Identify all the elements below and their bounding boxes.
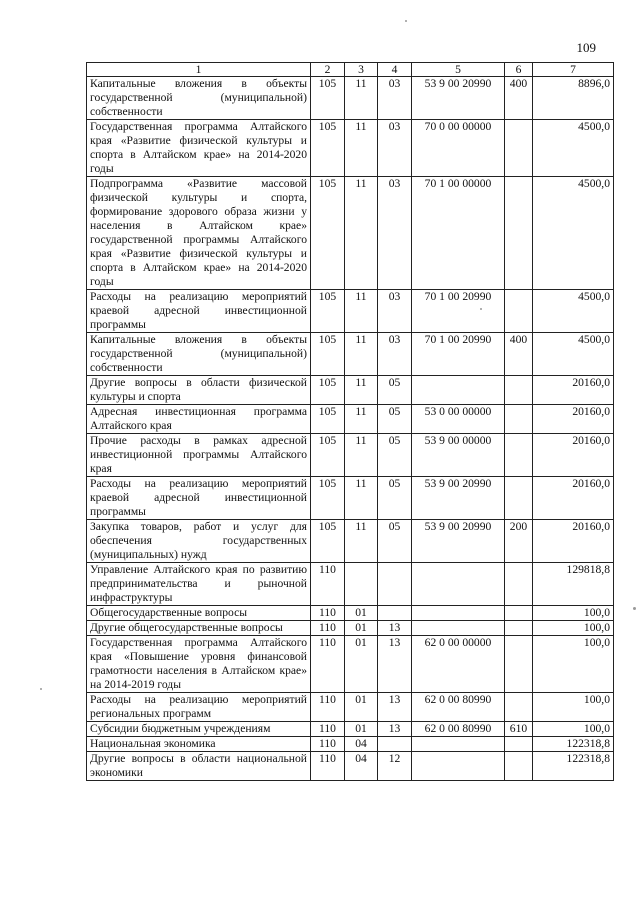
table-row bbox=[87, 405, 614, 434]
expense-type-code: 610 bbox=[505, 722, 533, 737]
ministry-code: 105 bbox=[311, 376, 345, 405]
target-article-code: 70 1 00 00000 bbox=[412, 177, 505, 290]
expense-type-code: 400 bbox=[505, 77, 533, 120]
section-code: 01 bbox=[345, 606, 378, 621]
subsection-code: 12 bbox=[378, 752, 412, 781]
item-name: Расходы на реализацию мероприятий краевой адресной инвестиционной программы bbox=[87, 290, 311, 333]
budget-table bbox=[86, 62, 614, 781]
table-row bbox=[87, 177, 614, 290]
table-row bbox=[87, 636, 614, 693]
item-name: Другие вопросы в области национальной экономики bbox=[87, 752, 311, 781]
ministry-code: 105 bbox=[311, 333, 345, 376]
subsection-code: 05 bbox=[378, 405, 412, 434]
item-name: Субсидии бюджетным учреждениям bbox=[87, 722, 311, 737]
col-header: 2 bbox=[311, 63, 345, 77]
ministry-code: 105 bbox=[311, 405, 345, 434]
amount: 4500,0 bbox=[533, 333, 614, 376]
scan-speck bbox=[40, 688, 42, 690]
expense-type-code: 400 bbox=[505, 333, 533, 376]
expense-type-code bbox=[505, 405, 533, 434]
subsection-code: 03 bbox=[378, 77, 412, 120]
ministry-code: 110 bbox=[311, 636, 345, 693]
section-code: 11 bbox=[345, 177, 378, 290]
col-header: 5 bbox=[412, 63, 505, 77]
target-article-code bbox=[412, 737, 505, 752]
target-article-code: 53 9 00 20990 bbox=[412, 520, 505, 563]
item-name: Расходы на реализацию мероприятий краевой адресной инвестиционной программы bbox=[87, 477, 311, 520]
item-name: Капитальные вложения в объекты государственной (муниципальной) собственности bbox=[87, 77, 311, 120]
target-article-code bbox=[412, 376, 505, 405]
subsection-code bbox=[378, 737, 412, 752]
target-article-code: 62 0 00 80990 bbox=[412, 693, 505, 722]
expense-type-code bbox=[505, 636, 533, 693]
subsection-code: 03 bbox=[378, 333, 412, 376]
section-code: 11 bbox=[345, 120, 378, 177]
section-code: 11 bbox=[345, 333, 378, 376]
col-header: 3 bbox=[345, 63, 378, 77]
table-row bbox=[87, 722, 614, 737]
section-code: 11 bbox=[345, 434, 378, 477]
amount: 20160,0 bbox=[533, 376, 614, 405]
target-article-code: 53 9 00 20990 bbox=[412, 477, 505, 520]
amount: 100,0 bbox=[533, 606, 614, 621]
subsection-code: 03 bbox=[378, 120, 412, 177]
ministry-code: 105 bbox=[311, 520, 345, 563]
ministry-code: 105 bbox=[311, 177, 345, 290]
section-code: 11 bbox=[345, 520, 378, 563]
expense-type-code bbox=[505, 693, 533, 722]
section-code bbox=[345, 563, 378, 606]
target-article-code: 53 0 00 00000 bbox=[412, 405, 505, 434]
target-article-code bbox=[412, 621, 505, 636]
item-name: Национальная экономика bbox=[87, 737, 311, 752]
ministry-code: 105 bbox=[311, 290, 345, 333]
amount: 100,0 bbox=[533, 693, 614, 722]
expense-type-code bbox=[505, 563, 533, 606]
scan-speck bbox=[480, 308, 482, 310]
expense-type-code bbox=[505, 434, 533, 477]
target-article-code bbox=[412, 563, 505, 606]
table-row bbox=[87, 120, 614, 177]
table-row bbox=[87, 563, 614, 606]
item-name: Адресная инвестиционная программа Алтайского края bbox=[87, 405, 311, 434]
col-header: 4 bbox=[378, 63, 412, 77]
amount: 122318,8 bbox=[533, 737, 614, 752]
item-name: Управление Алтайского края по развитию предпринимательства и рыночной инфраструктуры bbox=[87, 563, 311, 606]
section-code: 11 bbox=[345, 290, 378, 333]
amount: 4500,0 bbox=[533, 177, 614, 290]
table-row bbox=[87, 376, 614, 405]
amount: 20160,0 bbox=[533, 477, 614, 520]
item-name: Государственная программа Алтайского края «Повышение уровня финансовой грамотности населения в Алтайском крае» на 2014-2019 годы bbox=[87, 636, 311, 693]
ministry-code: 105 bbox=[311, 434, 345, 477]
table-row bbox=[87, 621, 614, 636]
section-code: 11 bbox=[345, 77, 378, 120]
amount: 100,0 bbox=[533, 636, 614, 693]
table-row bbox=[87, 752, 614, 781]
ministry-code: 110 bbox=[311, 606, 345, 621]
scan-speck bbox=[633, 607, 636, 610]
scan-speck bbox=[405, 20, 407, 22]
item-name: Другие общегосударственные вопросы bbox=[87, 621, 311, 636]
table-row bbox=[87, 693, 614, 722]
ministry-code: 110 bbox=[311, 737, 345, 752]
ministry-code: 110 bbox=[311, 563, 345, 606]
subsection-code bbox=[378, 563, 412, 606]
ministry-code: 110 bbox=[311, 621, 345, 636]
item-name: Другие вопросы в области физической культуры и спорта bbox=[87, 376, 311, 405]
item-name: Государственная программа Алтайского края «Развитие физической культуры и спорта в Алтайском крае» на 2014-2020 годы bbox=[87, 120, 311, 177]
table-row bbox=[87, 737, 614, 752]
subsection-code: 05 bbox=[378, 434, 412, 477]
item-name: Капитальные вложения в объекты государственной (муниципальной) собственности bbox=[87, 333, 311, 376]
expense-type-code bbox=[505, 737, 533, 752]
section-code: 04 bbox=[345, 737, 378, 752]
section-code: 11 bbox=[345, 376, 378, 405]
page-number: 109 bbox=[576, 40, 596, 55]
subsection-code: 13 bbox=[378, 722, 412, 737]
table-row bbox=[87, 606, 614, 621]
target-article-code: 70 0 00 00000 bbox=[412, 120, 505, 177]
ministry-code: 105 bbox=[311, 77, 345, 120]
item-name: Прочие расходы в рамках адресной инвестиционной программы Алтайского края bbox=[87, 434, 311, 477]
section-code: 11 bbox=[345, 477, 378, 520]
section-code: 01 bbox=[345, 636, 378, 693]
amount: 20160,0 bbox=[533, 405, 614, 434]
col-header: 7 bbox=[533, 63, 614, 77]
ministry-code: 105 bbox=[311, 120, 345, 177]
target-article-code: 62 0 00 00000 bbox=[412, 636, 505, 693]
amount: 8896,0 bbox=[533, 77, 614, 120]
table-row bbox=[87, 434, 614, 477]
target-article-code: 70 1 00 20990 bbox=[412, 333, 505, 376]
expense-type-code bbox=[505, 477, 533, 520]
section-code: 01 bbox=[345, 722, 378, 737]
amount: 4500,0 bbox=[533, 290, 614, 333]
subsection-code: 13 bbox=[378, 621, 412, 636]
col-header: 6 bbox=[505, 63, 533, 77]
target-article-code: 70 1 00 20990 bbox=[412, 290, 505, 333]
amount: 20160,0 bbox=[533, 520, 614, 563]
table-row bbox=[87, 333, 614, 376]
subsection-code: 03 bbox=[378, 290, 412, 333]
ministry-code: 105 bbox=[311, 477, 345, 520]
expense-type-code bbox=[505, 177, 533, 290]
col-header: 1 bbox=[87, 63, 311, 77]
item-name: Расходы на реализацию мероприятий региональных программ bbox=[87, 693, 311, 722]
expense-type-code: 200 bbox=[505, 520, 533, 563]
subsection-code: 13 bbox=[378, 693, 412, 722]
expense-type-code bbox=[505, 752, 533, 781]
subsection-code: 05 bbox=[378, 477, 412, 520]
item-name: Закупка товаров, работ и услуг для обеспечения государственных (муниципальных) нужд bbox=[87, 520, 311, 563]
section-code: 11 bbox=[345, 405, 378, 434]
table-row bbox=[87, 77, 614, 120]
subsection-code: 03 bbox=[378, 177, 412, 290]
section-code: 04 bbox=[345, 752, 378, 781]
amount: 4500,0 bbox=[533, 120, 614, 177]
expense-type-code bbox=[505, 621, 533, 636]
section-code: 01 bbox=[345, 621, 378, 636]
section-code: 01 bbox=[345, 693, 378, 722]
ministry-code: 110 bbox=[311, 752, 345, 781]
expense-type-code bbox=[505, 120, 533, 177]
subsection-code: 05 bbox=[378, 376, 412, 405]
subsection-code bbox=[378, 606, 412, 621]
amount: 122318,8 bbox=[533, 752, 614, 781]
item-name: Общегосударственные вопросы bbox=[87, 606, 311, 621]
item-name: Подпрограмма «Развитие массовой физической культуры и спорта, формирование здорового образа жизни у населения в Алтайском крае» государственной программы Алтайского края «Развитие физической культуры и спорта в Алтайском крае» на 2014-2020 годы bbox=[87, 177, 311, 290]
subsection-code: 05 bbox=[378, 520, 412, 563]
header-row bbox=[87, 63, 614, 77]
target-article-code bbox=[412, 606, 505, 621]
amount: 100,0 bbox=[533, 621, 614, 636]
expense-type-code bbox=[505, 290, 533, 333]
table-row bbox=[87, 520, 614, 563]
amount: 129818,8 bbox=[533, 563, 614, 606]
target-article-code: 53 9 00 20990 bbox=[412, 77, 505, 120]
expense-type-code bbox=[505, 606, 533, 621]
target-article-code: 53 9 00 00000 bbox=[412, 434, 505, 477]
expense-type-code bbox=[505, 376, 533, 405]
ministry-code: 110 bbox=[311, 722, 345, 737]
table-row bbox=[87, 477, 614, 520]
subsection-code: 13 bbox=[378, 636, 412, 693]
table-row bbox=[87, 290, 614, 333]
target-article-code bbox=[412, 752, 505, 781]
target-article-code: 62 0 00 80990 bbox=[412, 722, 505, 737]
amount: 100,0 bbox=[533, 722, 614, 737]
ministry-code: 110 bbox=[311, 693, 345, 722]
amount: 20160,0 bbox=[533, 434, 614, 477]
